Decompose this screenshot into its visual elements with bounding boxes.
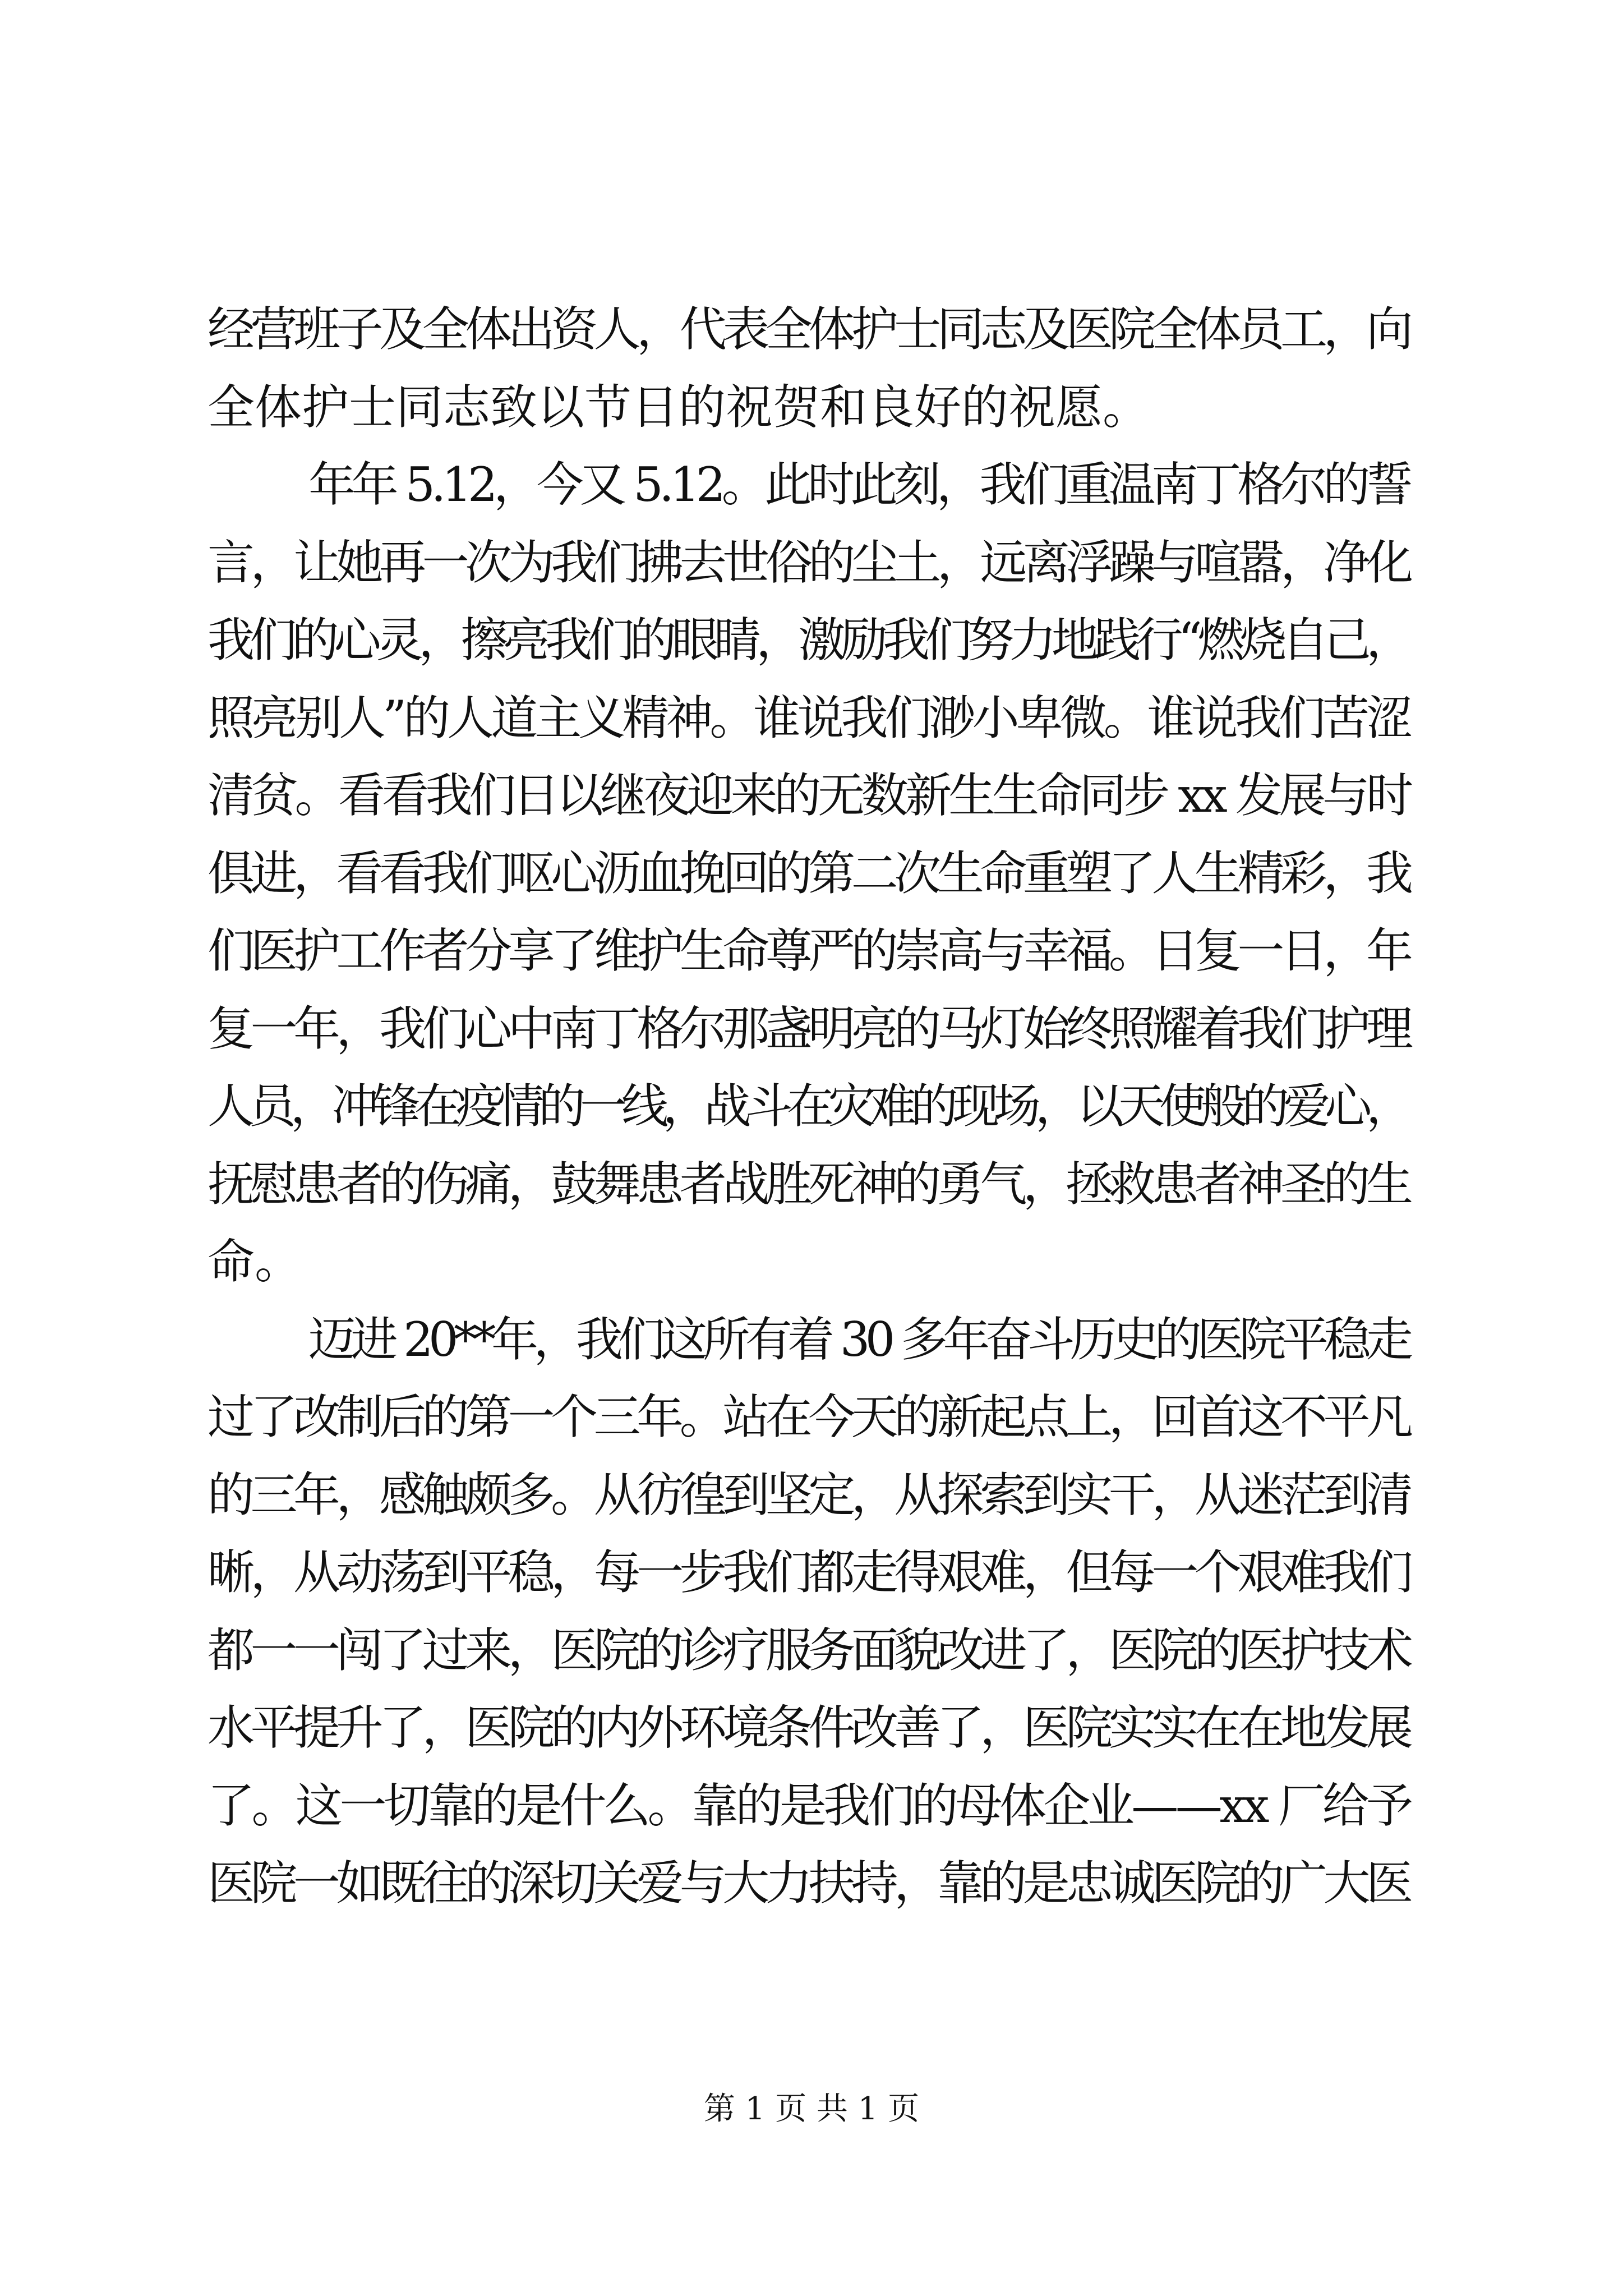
- line-text: 俱进，看看我们呕心沥血挽回的第二次生命重塑了人生精彩，我: [208, 845, 1409, 901]
- document-body: [208, 291, 1413, 1922]
- line-text: 照亮别人”的人道主义精神。谁说我们渺小卑微。谁说我们苦涩: [208, 690, 1410, 746]
- line-text: 医院一如既往的深切关爱与大力扶持，靠的是忠诚医院的广大医: [208, 1856, 1409, 1911]
- line-text: 清贫。看看我们日以继夜迎来的无数新生生命同步 xx 发展与时: [208, 768, 1410, 823]
- line-text: 人员，冲锋在疫情的一线，战斗在灾难的现场，以天使般的爱心，: [208, 1079, 1408, 1134]
- line-text: 都一一闯了过来，医院的诊疗服务面貌改进了，医院的医护技术: [208, 1622, 1409, 1678]
- line-text: 过了改制后的第一个三年。站在今天的新起点上，回首这不平凡: [208, 1389, 1409, 1444]
- line-text: 言，让她再一次为我们拂去世俗的尘土，远离浮躁与喧嚣，净化: [208, 535, 1409, 590]
- text-line: [208, 369, 1413, 447]
- text-line: [208, 1612, 1413, 1690]
- line-text: 水平提升了，医院的内外环境条件改善了，医院实实在在地发展: [208, 1700, 1409, 1755]
- line-text: 全体护士同志致以节日的祝贺和良好的祝愿。: [208, 379, 1150, 435]
- text-line: [208, 757, 1413, 835]
- text-line: [208, 1534, 1413, 1612]
- text-line: [208, 990, 1413, 1068]
- text-line: [208, 1378, 1413, 1456]
- line-text: 抚慰患者的伤痛，鼓舞患者战胜死神的勇气，拯救患者神圣的生: [208, 1156, 1409, 1212]
- line-text: 命。: [208, 1234, 302, 1289]
- line-text: 的三年，感触颇多。从彷徨到坚定，从探索到实干，从迷茫到清: [208, 1467, 1409, 1522]
- text-line: [208, 291, 1413, 369]
- line-text: 年年 5.12，今又 5.12。此时此刻，我们重温南丁格尔的誓: [308, 457, 1409, 512]
- text-line: [208, 912, 1413, 990]
- text-line: [208, 524, 1413, 602]
- text-line: [208, 1145, 1413, 1223]
- text-line: [208, 1068, 1413, 1145]
- text-line: [208, 679, 1413, 757]
- line-text: 们医护工作者分享了维护生命尊严的崇高与幸福。日复一日，年: [208, 923, 1409, 978]
- text-line: [208, 1301, 1413, 1379]
- text-line: [208, 1844, 1413, 1922]
- text-line: [208, 1223, 1413, 1301]
- page-footer: [0, 2087, 1623, 2132]
- line-text: 复一年，我们心中南丁格尔那盏明亮的马灯始终照耀着我们护理: [208, 1001, 1409, 1056]
- line-text: 了。这一切靠的是什么。靠的是我们的母体企业——xx 厂给予: [208, 1778, 1410, 1833]
- line-text: 晰，从动荡到平稳，每一步我们都走得艰难，但每一个艰难我们: [208, 1545, 1409, 1600]
- page-number: 第 1 页 共 1 页: [703, 2091, 920, 2127]
- text-line: [208, 835, 1413, 913]
- text-line: [208, 446, 1413, 524]
- line-text: 经营班子及全体出资人，代表全体护士同志及医院全体员工，向: [208, 302, 1409, 357]
- text-line: [208, 1689, 1413, 1767]
- text-line: [208, 1456, 1413, 1534]
- line-text: 迈进 20**年，我们这所有着 30 多年奋斗历史的医院平稳走: [308, 1312, 1409, 1367]
- text-line: [208, 601, 1413, 679]
- line-text: 我们的心灵，擦亮我们的眼睛，激励我们努力地践行“燃烧自己，: [208, 613, 1409, 668]
- text-line: [208, 1767, 1413, 1845]
